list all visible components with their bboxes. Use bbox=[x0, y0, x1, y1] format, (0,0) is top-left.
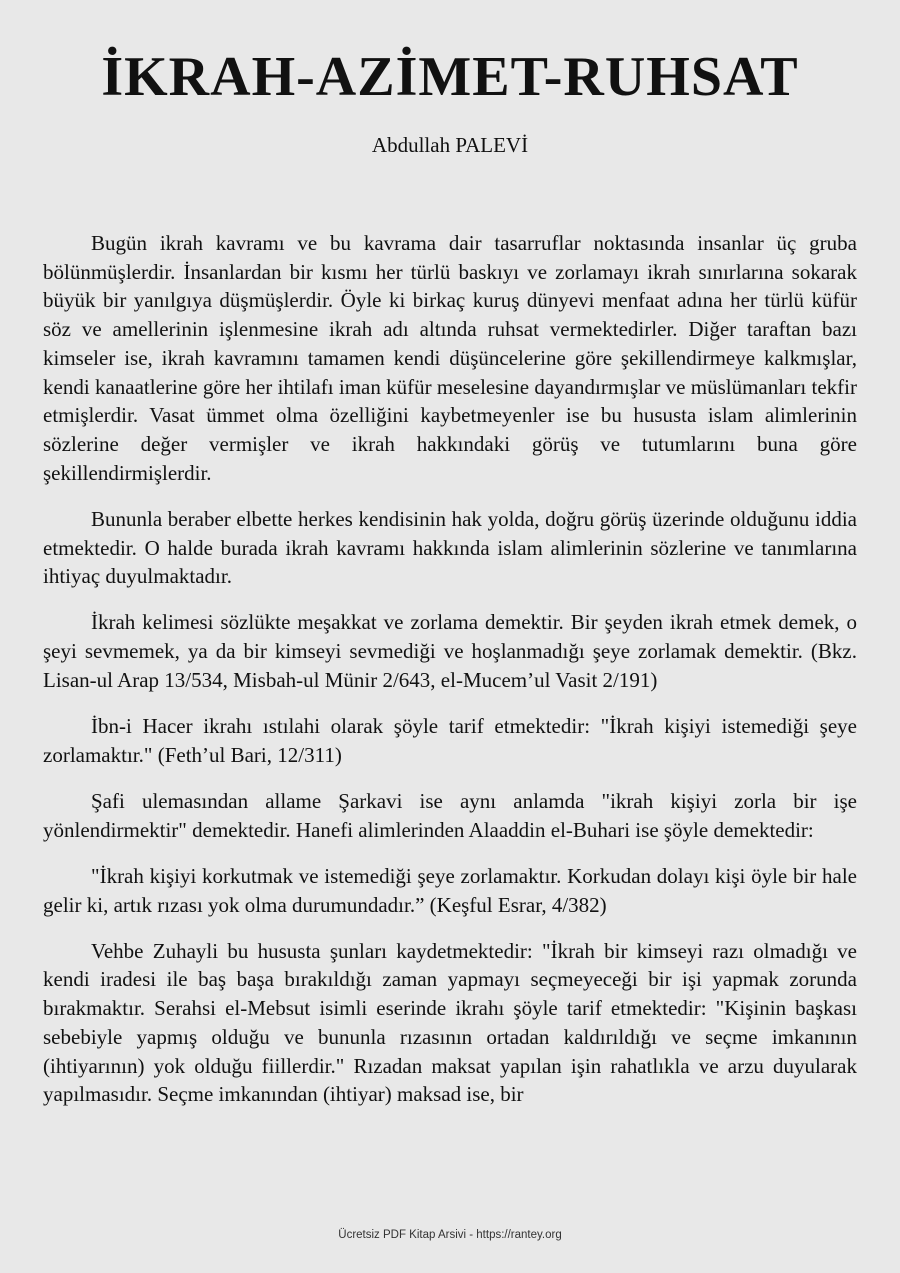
document-title: İKRAH-AZİMET-RUHSAT bbox=[101, 46, 799, 108]
paragraph: Bugün ikrah kavramı ve bu kavrama dair tasarruflar noktasında insanlar üç gruba bölünmüşlerdir. İnsanlardan bir kısmı her türlü baskıyı ve zorlamayı ikrah sınırlarına sokarak büyük bir yanılgıya düşmüşlerdir. Öyle ki birkaç kuruş dünyevi menfaat adına her türlü küfür söz ve amellerinin işlenmesine ikrah adı altında ruhsat vermektedirler. Diğer taraftan bazı kimseler ise, ikrah kavramını tamamen kendi düşüncelerine göre şekillendirmeye kalkmışlar, kendi kanaatlerine göre her ihtilafı iman küfür meselesine dayandırmışlar ve müslümanları tekfir etmişlerdir. Vasat ümmet olma özelliğini kaybetmeyenler ise bu hususta islam alimlerinin sözlerine değer vermişler ve ikrah hakkındaki görüş ve tutumlarını buna göre şekillendirmişlerdir. bbox=[43, 231, 857, 485]
paragraph: Bununla beraber elbette herkes kendisinin hak yolda, doğru görüş üzerinde olduğunu iddia etmektedir. O halde burada ikrah kavramı hakkında islam alimlerinin sözlerine ve tanımlarına ihtiyaç duyulmaktadır. bbox=[43, 506, 857, 589]
page-footer: Ücretsiz PDF Kitap Arsivi - https://rantey.org bbox=[338, 1229, 562, 1241]
article-body bbox=[43, 229, 857, 1126]
paragraph: Vehbe Zuhayli bu hususta şunları kaydetmektedir: "İkrah bir kimseyi razı olmadığı ve kendi iradesi ile baş başa bırakıldığı zaman yapmayı seçmeyeceği bir işi yapmak zorunda bırakmaktır. Serahsi el-Mebsut isimli eserinde ikrahı şöyle tarif etmektedir: "Kişinin başkası sebebiyle yapmış olduğu ve bununla rızasının ortadan kaldırıldığı ve seçme imkanının (ihtiyarının) yok olduğu fiillerdir." Rızadan maksat yapılan işin rahatlıkla ve arzu duyularak yapılmasıdır. Seçme imkanından (ihtiyar) maksad ise, bir bbox=[43, 938, 857, 1107]
author-name: Abdullah PALEVİ bbox=[371, 133, 529, 157]
paragraph: İbn-i Hacer ikrahı ıstılahi olarak şöyle tarif etmektedir: "İkrah kişiyi istemediği şeye zorlamaktır." (Feth’ul Bari, 12/311) bbox=[43, 714, 857, 767]
paragraph: İkrah kelimesi sözlükte meşakkat ve zorlama demektir. Bir şeyden ikrah etmek demek, o şeyi sevmemek, ya da bir kimseyi sevmediği ve hoşlanmadığı şeye zorlamak demektir. (Bkz. Lisan-ul Arap 13/534, Misbah-ul Münir 2/643, el-Mucem’ul Vasit 2/191) bbox=[43, 610, 857, 692]
paragraph: "İkrah kişiyi korkutmak ve istemediği şeye zorlamaktır. Korkudan dolayı kişi öyle bir hale gelir ki, artık rızası yok olma durumundadır.” (Keşful Esrar, 4/382) bbox=[43, 863, 857, 917]
paragraph: Şafi ulemasından allame Şarkavi ise aynı anlamda "ikrah kişiyi zorla bir işe yönlendirmektir" demektedir. Hanefi alimlerinden Alaaddin el-Buhari ise şöyle demektedir: bbox=[43, 788, 857, 842]
